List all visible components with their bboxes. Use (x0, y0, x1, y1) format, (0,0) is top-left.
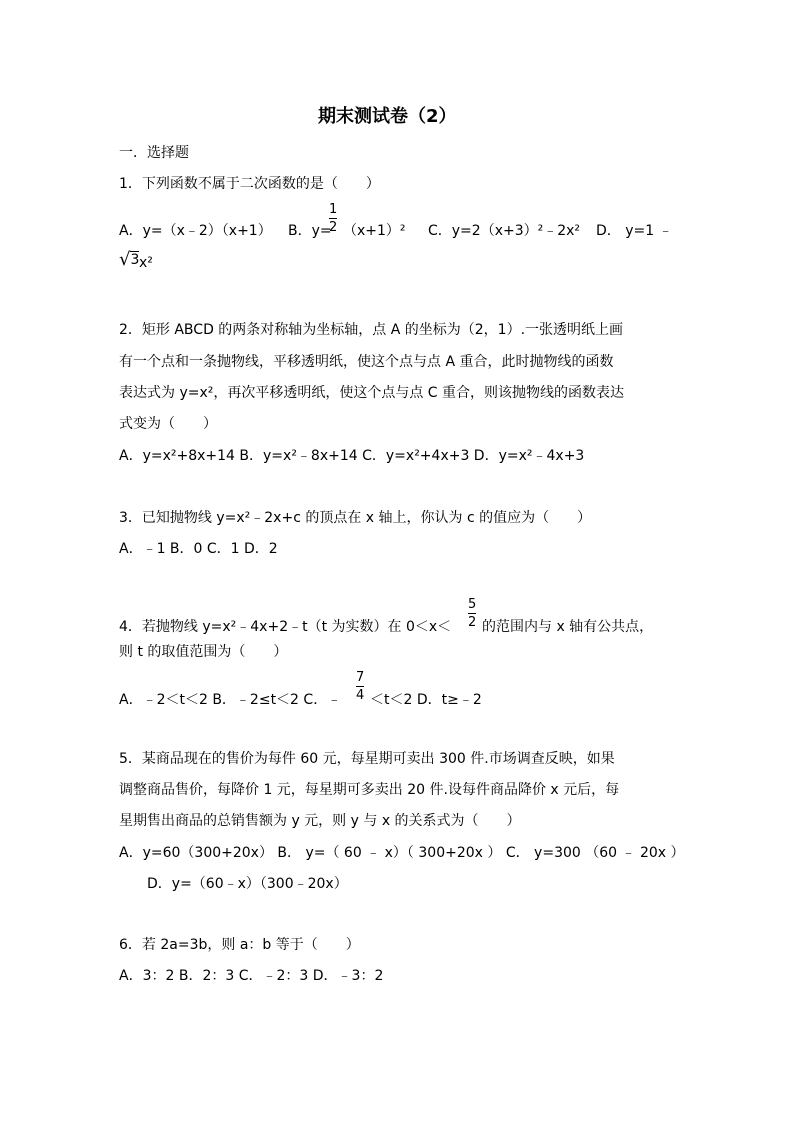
question-1-option-d-suffix: x² (139, 255, 153, 271)
question-5-options-line-1: A．y=60（300+20x） B． y=（ 60 ﹣ x）（ 300+20x ） C． y=300 （60 ﹣ 20x ） (119, 845, 685, 861)
question-4-fraction (468, 598, 476, 629)
fraction-numerator: 5 (468, 597, 477, 612)
question-3-stem: 3．已知抛物线 y=x²﹣2x+c 的顶点在 x 轴上，你认为 c 的值应为（ ） (119, 510, 592, 526)
question-4-option-c-fraction (356, 671, 364, 702)
question-5-options-line-2: D．y=（60﹣x）（300﹣20x） (147, 876, 348, 892)
question-4-options-ab: A．﹣2＜t＜2 B．﹣2≤t＜2 C．﹣ (119, 692, 342, 708)
question-4-line-1-prefix: 4．若抛物线 y=x²﹣4x+2﹣t（t 为实数）在 0＜x＜ (119, 619, 452, 635)
radicand: 3 (130, 252, 140, 268)
question-1-option-c: C．y=2（x+3）²﹣2x² (428, 223, 581, 239)
fraction-denominator: 4 (356, 688, 365, 703)
question-5-line-1: 5．某商品现在的售价为每件 60 元，每星期可卖出 300 件.市场调查反映，如果 (119, 751, 615, 767)
question-1-option-b-prefix: B．y= (288, 223, 332, 239)
question-5-line-2: 调整商品售价，每降价 1 元，每星期可多卖出 20 件.设每件商品降价 x 元后，每 (119, 782, 620, 798)
question-1-option-b-fraction (329, 203, 337, 234)
question-1-stem: 1．下列函数不属于二次函数的是（ ） (119, 176, 380, 192)
fraction-numerator: 1 (329, 202, 338, 217)
question-6-stem: 6．若 2a=3b，则 a：b 等于（ ） (119, 937, 360, 953)
question-6-options: A．3：2 B．2：3 C．﹣2：3 D．﹣3：2 (119, 968, 384, 984)
fraction-denominator: 2 (329, 220, 338, 235)
question-1-option-b-suffix: （x+1）² (343, 223, 406, 239)
question-1-option-a: A．y=（x﹣2）（x+1） (119, 223, 272, 239)
question-4-line-2: 则 t 的取值范围为（ ） (119, 644, 288, 660)
question-1-option-d-sqrt (119, 251, 139, 269)
question-4-line-1-suffix: 的范围内与 x 轴有公共点， (482, 619, 654, 635)
section-heading: 一．选择题 (119, 145, 189, 161)
fraction-bar (356, 686, 364, 687)
question-4-options-rest: ＜t＜2 D．t≥﹣2 (370, 692, 482, 708)
question-2-options: A．y=x²+8x+14 B．y=x²﹣8x+14 C．y=x²+4x+3 D．y=x²﹣4x+3 (119, 448, 585, 464)
question-2-line-3: 表达式为 y=x²，再次平移透明纸，使这个点与点 C 重合，则该抛物线的函数表达 (119, 385, 625, 401)
question-2-line-4: 式变为（ ） (119, 416, 217, 432)
fraction-bar (468, 613, 476, 614)
fraction-bar (329, 218, 337, 219)
radical-sign-icon: √ (119, 249, 131, 270)
question-2-line-2: 有一个点和一条抛物线，平移透明纸，使这个点与点 A 重合，此时抛物线的函数 (119, 354, 614, 370)
fraction-denominator: 2 (468, 615, 477, 630)
fraction-numerator: 7 (356, 670, 365, 685)
question-3-options: A．﹣1 B．0 C．1 D．2 (119, 541, 278, 557)
page-title: 期末测试卷（2） (318, 106, 457, 127)
question-5-line-3: 星期售出商品的总销售额为 y 元，则 y 与 x 的关系式为（ ） (119, 813, 521, 829)
question-1-option-d-prefix: D． y=1 ﹣ (596, 223, 673, 239)
question-2-line-1: 2．矩形 ABCD 的两条对称轴为坐标轴，点 A 的坐标为（2，1）.一张透明纸上画 (119, 322, 624, 338)
